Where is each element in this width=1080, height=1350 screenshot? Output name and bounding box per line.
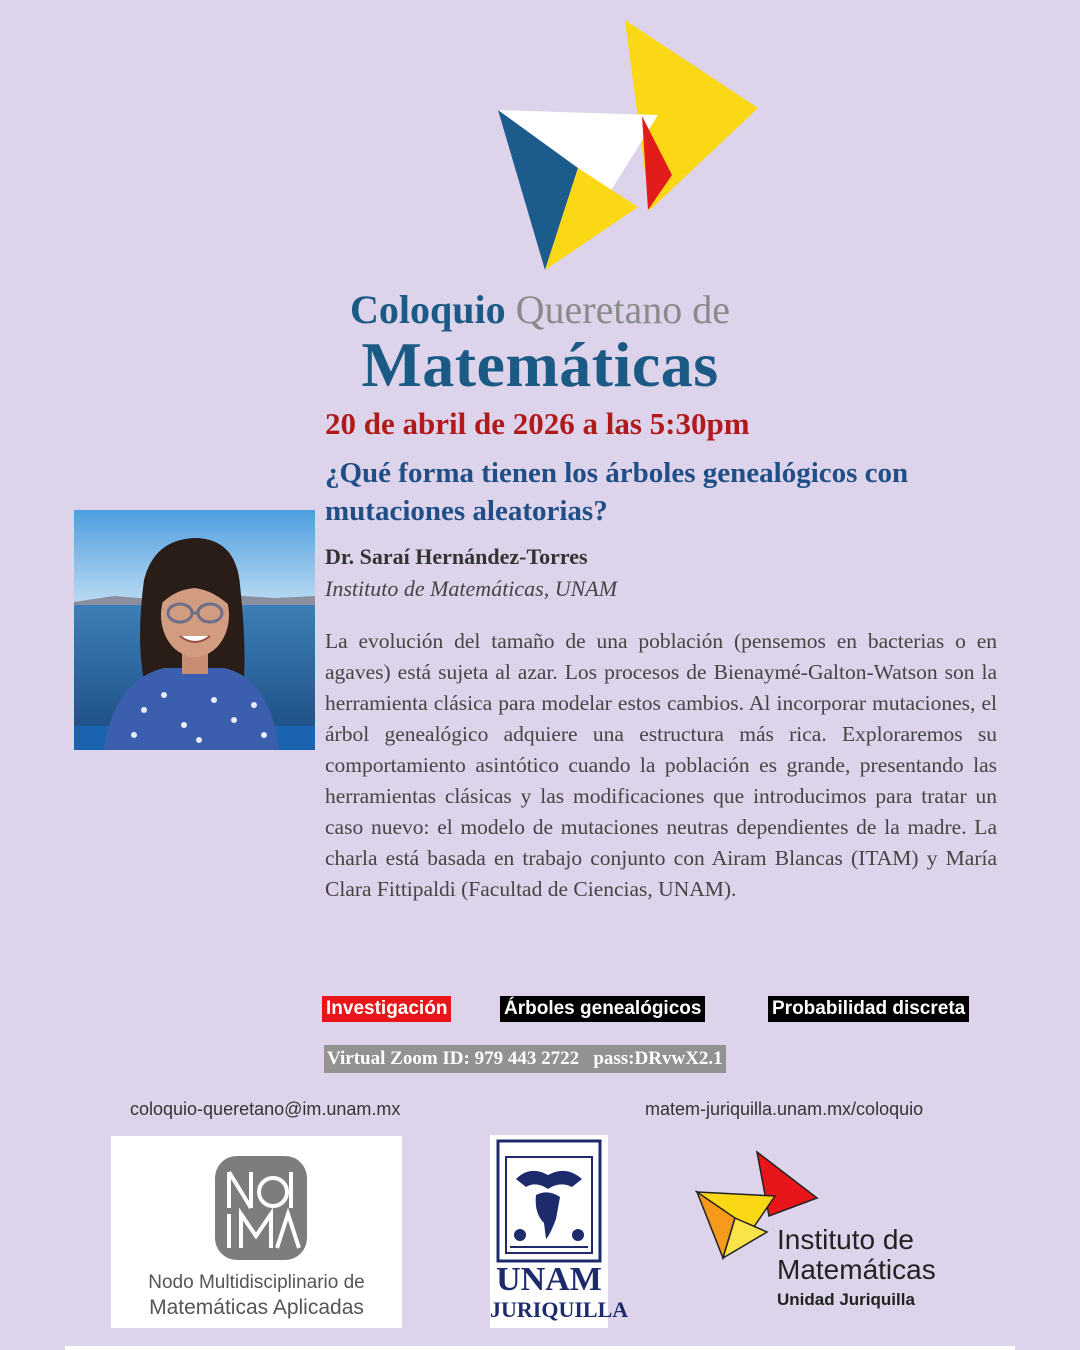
brand-coloquio: Coloquio: [350, 287, 506, 332]
brand-title-line2: Matemáticas: [361, 329, 719, 400]
coloquio-logo-icon: [490, 10, 770, 275]
talk-abstract: La evolución del tamaño de una población (pensemos en bacterias o en agaves) está sujeta al azar. Los procesos de Bienaymé-Galton-Watson son la herramienta clásica para modelar estos cambios. Al incorporar mutaciones, el árbol genealógico adquiere una estructura más rica. Exploraremos su comportamiento asintótico cuando la población es grande, presentando las herramientas clásicas y las modificaciones que introducimos para tratar un caso nuevo: el modelo de mutaciones neutras dependientes de la madre. La charla está basada en trabajo conjunto con Airam Blancas (ITAM) y María Clara Fittipaldi (Facultad de Ciencias, UNAM).: [325, 629, 997, 901]
event-date: 20 de abril de 2026 a las 5:30pm: [325, 406, 750, 441]
nodo-line2: Matemáticas Aplicadas: [149, 1296, 364, 1319]
speaker-affiliation: Instituto de Matemáticas, UNAM: [325, 576, 618, 601]
speaker-name: Dr. Saraí Hernández-Torres: [325, 544, 588, 569]
im-line2: Matemáticas: [777, 1254, 936, 1285]
photo-speaker: [74, 510, 315, 750]
nodo-logo: [111, 1136, 402, 1328]
zoom-info: Virtual Zoom ID: 979 443 2722 pass:DRvwX2.1: [324, 1045, 726, 1073]
nodo-logo-icon: [211, 1152, 311, 1264]
unam-line2: JURIQUILLA: [490, 1297, 629, 1322]
im-line1: Instituto de: [777, 1224, 914, 1255]
unam-logo: [490, 1135, 629, 1328]
unam-line1: UNAM: [496, 1261, 602, 1298]
contact-website[interactable]: matem-juriquilla.unam.mx/coloquio: [645, 1099, 924, 1119]
im-line3: Unidad Juriquilla: [777, 1290, 915, 1309]
nodo-line1: Nodo Multidisciplinario de: [148, 1272, 365, 1293]
tag-probabilidad-discreta: Probabilidad discreta: [768, 996, 969, 1022]
brand-queretano: Queretano de: [515, 287, 730, 332]
im-logo: [695, 1150, 995, 1320]
bottom-divider: [65, 1346, 1015, 1350]
contact-email[interactable]: coloquio-queretano@im.unam.mx: [130, 1099, 401, 1119]
tag-arboles-genealogicos: Árboles genealógicos: [500, 996, 705, 1022]
brand-title-line1: [0, 286, 1080, 333]
talk-title: ¿Qué forma tienen los árboles genealógicos con mutaciones aleatorias?: [325, 457, 909, 527]
unam-seal-icon: [496, 1139, 602, 1263]
tag-investigacion: Investigación: [322, 996, 451, 1022]
